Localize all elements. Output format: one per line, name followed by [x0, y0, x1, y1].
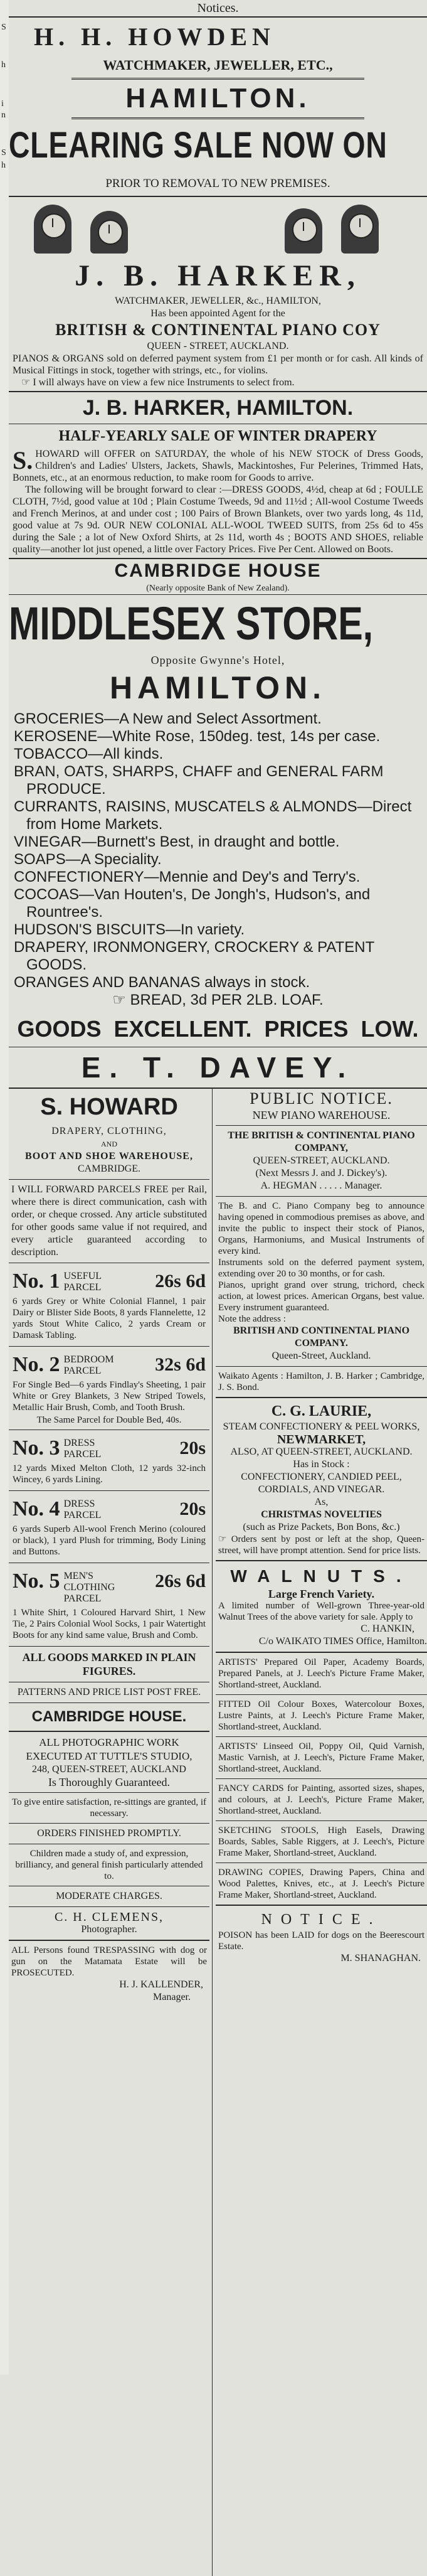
photographer-name: C. H. CLEMENS,	[54, 1910, 164, 1924]
advertiser-name: S. HOWARD	[40, 1094, 178, 1120]
tuttle-body: To give entire satisfaction, re-sittings are granted, if necessary.	[11, 1797, 207, 1819]
section-heading: Notices.	[197, 1, 239, 15]
divider	[216, 1397, 427, 1398]
public-notice-heading: PUBLIC NOTICE.	[250, 1089, 393, 1108]
company-location: (Next Messrs J. and J. Dickey's).	[255, 1168, 387, 1178]
also-line: ALSO, AT QUEEN-STREET, AUCKLAND.	[230, 1446, 413, 1457]
parcel-title: BEDROOM PARCEL	[63, 1354, 114, 1376]
cambridge-house-heading: CAMBRIDGE HOUSE	[114, 560, 322, 581]
walnuts-subheading: Large French Variety.	[268, 1588, 375, 1600]
divider	[9, 1906, 209, 1907]
manager-line: A. HEGMAN . . . . . Manager.	[260, 1180, 382, 1191]
margin-letter: i	[1, 99, 4, 109]
parcel-title: DRESS PARCEL	[63, 1438, 102, 1460]
list-item: BRAN, OATS, SHARPS, CHAFF and GENERAL FARM PRODUCE.	[14, 763, 384, 798]
clock-icon	[285, 208, 322, 254]
advertiser-name: C. G. LAURIE,	[271, 1403, 372, 1419]
tuttle-advert	[9, 1736, 209, 1763]
stock-line: CORDIALS, AND VINEGAR.	[258, 1484, 385, 1495]
walnuts-contact: C. HANKIN,	[361, 1623, 414, 1634]
parcel-price: 26s 6d	[155, 1571, 206, 1591]
stock-line: CHRISTMAS NOVELTIES	[261, 1509, 382, 1520]
tuttle-guarantee: Is Thoroughly Guaranteed.	[48, 1776, 171, 1788]
parcel-offer	[9, 1267, 209, 1342]
divider	[216, 1905, 427, 1906]
dropcap-s: S.	[13, 446, 33, 474]
marked-notice: ALL GOODS MARKED IN PLAIN FIGURES.	[22, 1651, 196, 1677]
clock-icon	[90, 211, 128, 254]
patterns-notice: PATTERNS AND PRICE LIST POST FREE.	[17, 1687, 201, 1697]
list-item: COCOAS—Van Houten's, De Jongh's, Hudson's, and Rountree's.	[14, 886, 371, 921]
parcel-description: 12 yards Mixed Melton Cloth, 12 yards 32-inch Wincey, 6 yards Lining.	[13, 1463, 206, 1485]
children-note: Children made a study of, and expression, brilliancy, and general finish particularly attended to.	[15, 1849, 203, 1881]
charges-note: MODERATE CHARGES.	[56, 1891, 162, 1901]
leech-advert: SKETCHING STOOLS, High Easels, Drawing Boards, Sables, Sable Riggers, at J. Leech's, Picture Frame Maker, Shortland-street, Auckland.	[218, 1825, 424, 1858]
sale-body-text: HOWARD will OFFER on SATURDAY, the whole of his NEW STOCK of Dress Goods, Children's and Ladies' Ulsters, Jackets, Shawls, Mackintoshes, Fur Pelerines, Trimmed Hats, Bonnets, etc., at an enormous reduction, to make room for Goods to arrive.	[13, 449, 423, 483]
walnuts-heading: WALNUTS.	[230, 1566, 413, 1586]
tuttle-address: 248, QUEEN-STREET, AUCKLAND	[32, 1764, 186, 1775]
company-address: QUEEN - STREET, AUCKLAND.	[147, 341, 289, 351]
winter-sale-advert	[9, 392, 427, 555]
store-name: MIDDLESEX STORE,	[9, 597, 374, 649]
left-margin-strip	[0, 0, 9, 2375]
sale-heading: CLEARING SALE NOW ON	[9, 125, 387, 166]
parcel-description: 6 yards Grey or White Colonial Flannel, 1 pair Dairy or Blister Side Boots, 8 yards Flannelette, 12 yards Stout White Calico, 2 yards Cream or Damask Tabling.	[13, 1296, 206, 1340]
trade-line: AND	[101, 1140, 117, 1148]
clock-icon	[34, 205, 71, 254]
store-location: Opposite Gwynne's Hotel,	[150, 654, 285, 666]
parcel-title: DRESS PARCEL	[63, 1499, 102, 1520]
divider	[216, 1560, 427, 1561]
list-item: SOAPS—A Speciality.	[14, 851, 162, 868]
advertiser-name: J. B. HARKER,	[75, 259, 361, 292]
goods-slogan: GOODS EXCELLENT. PRICES LOW.	[17, 1016, 419, 1042]
advert-note: ☞ I will always have on view a few nice Instruments to select from.	[21, 377, 295, 388]
list-item: HUDSON'S BISCUITS—In variety.	[14, 921, 245, 938]
parcel-number: No. 1	[13, 1269, 60, 1293]
list-item: VINEGAR—Burnett's Best, in draught and bottle.	[14, 833, 340, 850]
goods-list	[9, 708, 427, 1012]
parcel-price: 20s	[179, 1438, 206, 1458]
signatory-name: H. J. KALLENDER,	[119, 1979, 203, 1990]
middlesex-advert	[9, 559, 427, 1088]
orders-note: ORDERS FINISHED PROMPTLY.	[37, 1828, 181, 1839]
stock-line: CONFECTIONERY, CANDIED PEEL,	[241, 1472, 402, 1482]
divider	[9, 1792, 209, 1793]
margin-letter: n	[1, 110, 6, 120]
company-address: Queen-Street, Auckland.	[271, 1350, 371, 1361]
leech-advert: ARTISTS' Linseed Oil, Poppy Oil, Quid Varnish, Mastic Varnish, at J. Leech's, Picture Frame Maker, Shortland-street, Auckland.	[218, 1741, 424, 1774]
sale-heading: HALF-YEARLY SALE OF WINTER DRAPERY	[58, 428, 377, 444]
margin-letter: S	[1, 23, 6, 32]
parcel-title: USEFUL PARCEL	[63, 1271, 102, 1293]
sale-note: PRIOR TO REMOVAL TO NEW PREMISES.	[105, 177, 330, 190]
clock-illustration	[9, 197, 427, 257]
howden-advert	[9, 21, 427, 196]
photographer-title: Photographer.	[81, 1924, 137, 1935]
list-item: CONFECTIONERY—Mennie and Dey's and Terry's.	[14, 868, 361, 885]
right-column	[216, 1089, 427, 1965]
divider	[216, 1125, 427, 1126]
advert-body: PIANOS & ORGANS sold on deferred payment system from £1 per month or for cash. All kinds of Musical Fittings in stock, together with strings, etc., for violins.	[13, 353, 423, 376]
leech-advert: FANCY CARDS for Painting, assorted sizes, shapes, and colours, at J. Leech's, Picture Frame Maker, Shortland-street, Auckland.	[218, 1783, 424, 1816]
divider	[216, 1778, 427, 1779]
divider	[216, 1820, 427, 1821]
piano-body: The B. and C. Piano Company beg to announce having opened in commodious premises as above, and invite the public to inspect their stock of Pianos, Organs, Harmoniums, and Musical Instruments of every kind.	[218, 1201, 424, 1256]
column-divider	[212, 1089, 213, 2576]
stock-line: As,	[314, 1497, 329, 1507]
list-item: KEROSENE—White Rose, 150deg. test, 14s per case.	[14, 728, 381, 745]
location-note: (Nearly opposite Bank of New Zealand).	[146, 584, 290, 593]
trade-line: STEAM CONFECTIONERY & PEEL WORKS,	[223, 1421, 420, 1432]
clock-icon	[341, 205, 379, 254]
advertiser-name: H. H. HOWDEN	[34, 23, 275, 51]
double-bed-note: The Same Parcel for Double Bed, 40s.	[36, 1415, 182, 1425]
piano-body: Instruments sold on the deferred payment system, extending over 20 to 30 months, or for cash.	[218, 1258, 424, 1279]
main-column	[9, 0, 427, 2375]
warehouse-heading: NEW PIANO WAREHOUSE.	[252, 1109, 391, 1121]
list-item: GROCERIES—A New and Select Assortment.	[14, 710, 322, 727]
instock-line: Has in Stock :	[293, 1459, 350, 1470]
parcel-offer	[9, 1567, 209, 1642]
margin-letter: h	[1, 60, 6, 70]
signatory-title: Manager.	[153, 1992, 191, 2002]
sale-list: The following will be brought forward to clear :—DRESS GOODS, 4½d, cheap at 6d ; FOULLE CLOTH, 7½d, good value at 10d ; Plain Costume Tweeds, 9d and 11½d ; All-wool Costume Tweeds and French Merinos, at and under cost ; 100 Pairs of Brown Blankets, over two yards long, 4s 11d, good value at 7s 9d. OUR NEW COLONIAL ALL-WOOL TWEED SUITS, from 25s 6d to 45s during the Sale ; a lot of New Oxford Shirts, at 2s 11d, worth 4s ; BOOTS AND SHOES, reliable quality—another lot just opened, a little over Factory Prices. Five Per Cent. Allowed on Boots.	[13, 484, 423, 555]
parcel-description: For Single Bed—6 yards Findlay's Sheeting, 1 pair White or Grey Blankets, 3 New Striped Towels, Metallic Hair Brush, Comb, and Tooth Brush.	[13, 1380, 206, 1413]
tuttle-heading: ALL PHOTOGRAPHIC WORK EXECUTED AT TUTTLE'S STUDIO,	[26, 1736, 192, 1762]
poison-notice: POISON has been LAID for dogs on the Beerescourt Estate.	[218, 1930, 424, 1952]
town-heading: HAMILTON.	[125, 83, 310, 114]
company-name: BRITISH AND CONTINENTAL PIANO COMPANY.	[233, 1325, 410, 1349]
walnuts-contact-address: C/o WAIKATO TIMES Office, Hamilton.	[258, 1636, 427, 1647]
trade-line: DRAPERY, CLOTHING,	[51, 1126, 167, 1136]
parcel-number: No. 3	[13, 1436, 60, 1460]
divider	[9, 1940, 209, 1941]
walnuts-body: A limited number of Well-grown Three-year-old Walnut Trees of the above variety for sale. Apply to	[218, 1601, 424, 1622]
town-line: CAMBRIDGE.	[77, 1163, 140, 1174]
divider	[9, 1731, 209, 1732]
piano-body: Pianos, upright grand over strung, trichord, check action, at lowest prices. American Organs, best value. Every instrument guaranteed.	[218, 1280, 424, 1313]
parcel-intro: I WILL FORWARD PARCELS FREE per Rail, where there is direct communication, cash with order, or cheque crossed. Any article substituted for other goods same value if not required, and every article guaranteed according to description.	[11, 1184, 207, 1258]
divider	[216, 1652, 427, 1653]
parcel-number: No. 4	[13, 1497, 60, 1520]
trade-line: WATCHMAKER, JEWELLER, ETC.,	[103, 57, 333, 73]
divider	[9, 1823, 209, 1824]
divider	[9, 16, 427, 18]
divider	[9, 1346, 209, 1347]
parcel-price: 20s	[179, 1499, 206, 1519]
margin-letter: h	[1, 161, 6, 170]
advert-title: J. B. HARKER, HAMILTON.	[82, 396, 354, 420]
list-item: ☞ BREAD, 3d PER 2LB. LOAF.	[112, 991, 324, 1008]
parcel-number: No. 2	[13, 1353, 60, 1376]
proprietor-name: E. T. DAVEY.	[81, 1051, 355, 1084]
trade-line: BOOT AND SHOE WAREHOUSE,	[25, 1151, 193, 1162]
parcel-price: 26s 6d	[155, 1271, 206, 1291]
harker-advert	[9, 197, 427, 388]
company-address: QUEEN-STREET, AUCKLAND.	[253, 1155, 390, 1166]
trade-line: WATCHMAKER, JEWELLER, &c., HAMILTON,	[115, 296, 321, 306]
appointed-line: Has been appointed Agent for the	[150, 308, 285, 319]
parcel-offer	[9, 1350, 209, 1414]
parcel-description: 6 yards Superb All-wool French Merino (coloured or black), 1 yard Plush for trimming, Body Lining and Buttons.	[13, 1524, 206, 1557]
leech-advert: ARTISTS' Prepared Oil Paper, Academy Boards, Prepared Panels, at J. Leech's Picture Frame Maker, Shortland-street, Auckland.	[218, 1657, 424, 1690]
notice-heading: NOTICE.	[261, 1911, 382, 1928]
leech-advert: FITTED Oil Colour Boxes, Watercolour Boxes, Lustre Paints, at J. Leech's Picture Frame Maker, Shortland-street, Auckland.	[218, 1699, 424, 1732]
parcel-title: MEN'S CLOTHING PARCEL	[63, 1571, 115, 1604]
orders-note: ☞ Orders sent by post or left at the shop, Queen-street, will have prompt attention. Send for price lists.	[218, 1534, 424, 1556]
parcel-number: No. 5	[13, 1569, 60, 1593]
trespass-notice: ALL Persons found TRESPASSING with dog or gun on the Matamata Estate will be PROSECUTED.	[11, 1945, 207, 1978]
stock-line: (such as Prize Packets, Bon Bons, &c.)	[243, 1522, 400, 1532]
parcel-description: 1 White Shirt, 1 Coloured Harvard Shirt, 1 New Tie, 2 Pairs Colonial Wool Socks, 1 pair Watertight Boots for any kind same value, Brush and Comb.	[13, 1608, 206, 1640]
two-column-section	[9, 1089, 427, 2576]
company-name: BRITISH & CONTINENTAL PIANO COY	[55, 321, 381, 339]
divider	[216, 1196, 427, 1197]
divider	[9, 1646, 209, 1647]
divider	[216, 1694, 427, 1695]
parcel-offer	[9, 1434, 209, 1487]
list-item: DRAPERY, IRONMONGERY, CROCKERY & PATENT GOODS.	[14, 939, 374, 973]
divider	[9, 1490, 209, 1491]
margin-letter: S	[1, 148, 6, 158]
town-heading: HAMILTON.	[109, 670, 327, 705]
divider	[9, 1179, 209, 1180]
left-column	[9, 1089, 209, 2004]
list-item: CURRANTS, RAISINS, MUSCATELS & ALMONDS—Direct from Home Markets.	[14, 798, 412, 833]
divider	[216, 1366, 427, 1367]
address-note: Note the address :	[218, 1314, 286, 1324]
company-name: THE BRITISH & CONTINENTAL PIANO COMPANY,	[228, 1130, 415, 1153]
parcel-offer	[9, 1495, 209, 1559]
agents-note: Waikato Agents : Hamilton, J. B. Harker ; Cambridge, J. S. Bond.	[218, 1371, 424, 1392]
town-line: NEWMARKET,	[277, 1433, 366, 1446]
divider	[9, 1702, 209, 1703]
divider	[216, 1736, 427, 1737]
list-item: TOBACCO—All kinds.	[14, 746, 164, 762]
cambridge-house-heading: CAMBRIDGE HOUSE.	[31, 1708, 187, 1725]
leech-advert: DRAWING COPIES, Drawing Papers, China and Wood Palettes, Knives, etc., at J. Leech's Picture Frame Maker, Shortland-street, Auckland.	[218, 1868, 424, 1900]
parcel-price: 32s 6d	[155, 1354, 206, 1375]
list-item: ORANGES AND BANANAS always in stock.	[14, 974, 310, 991]
sale-body	[9, 448, 427, 484]
signatory-name: M. SHANAGHAN.	[340, 1953, 421, 1964]
